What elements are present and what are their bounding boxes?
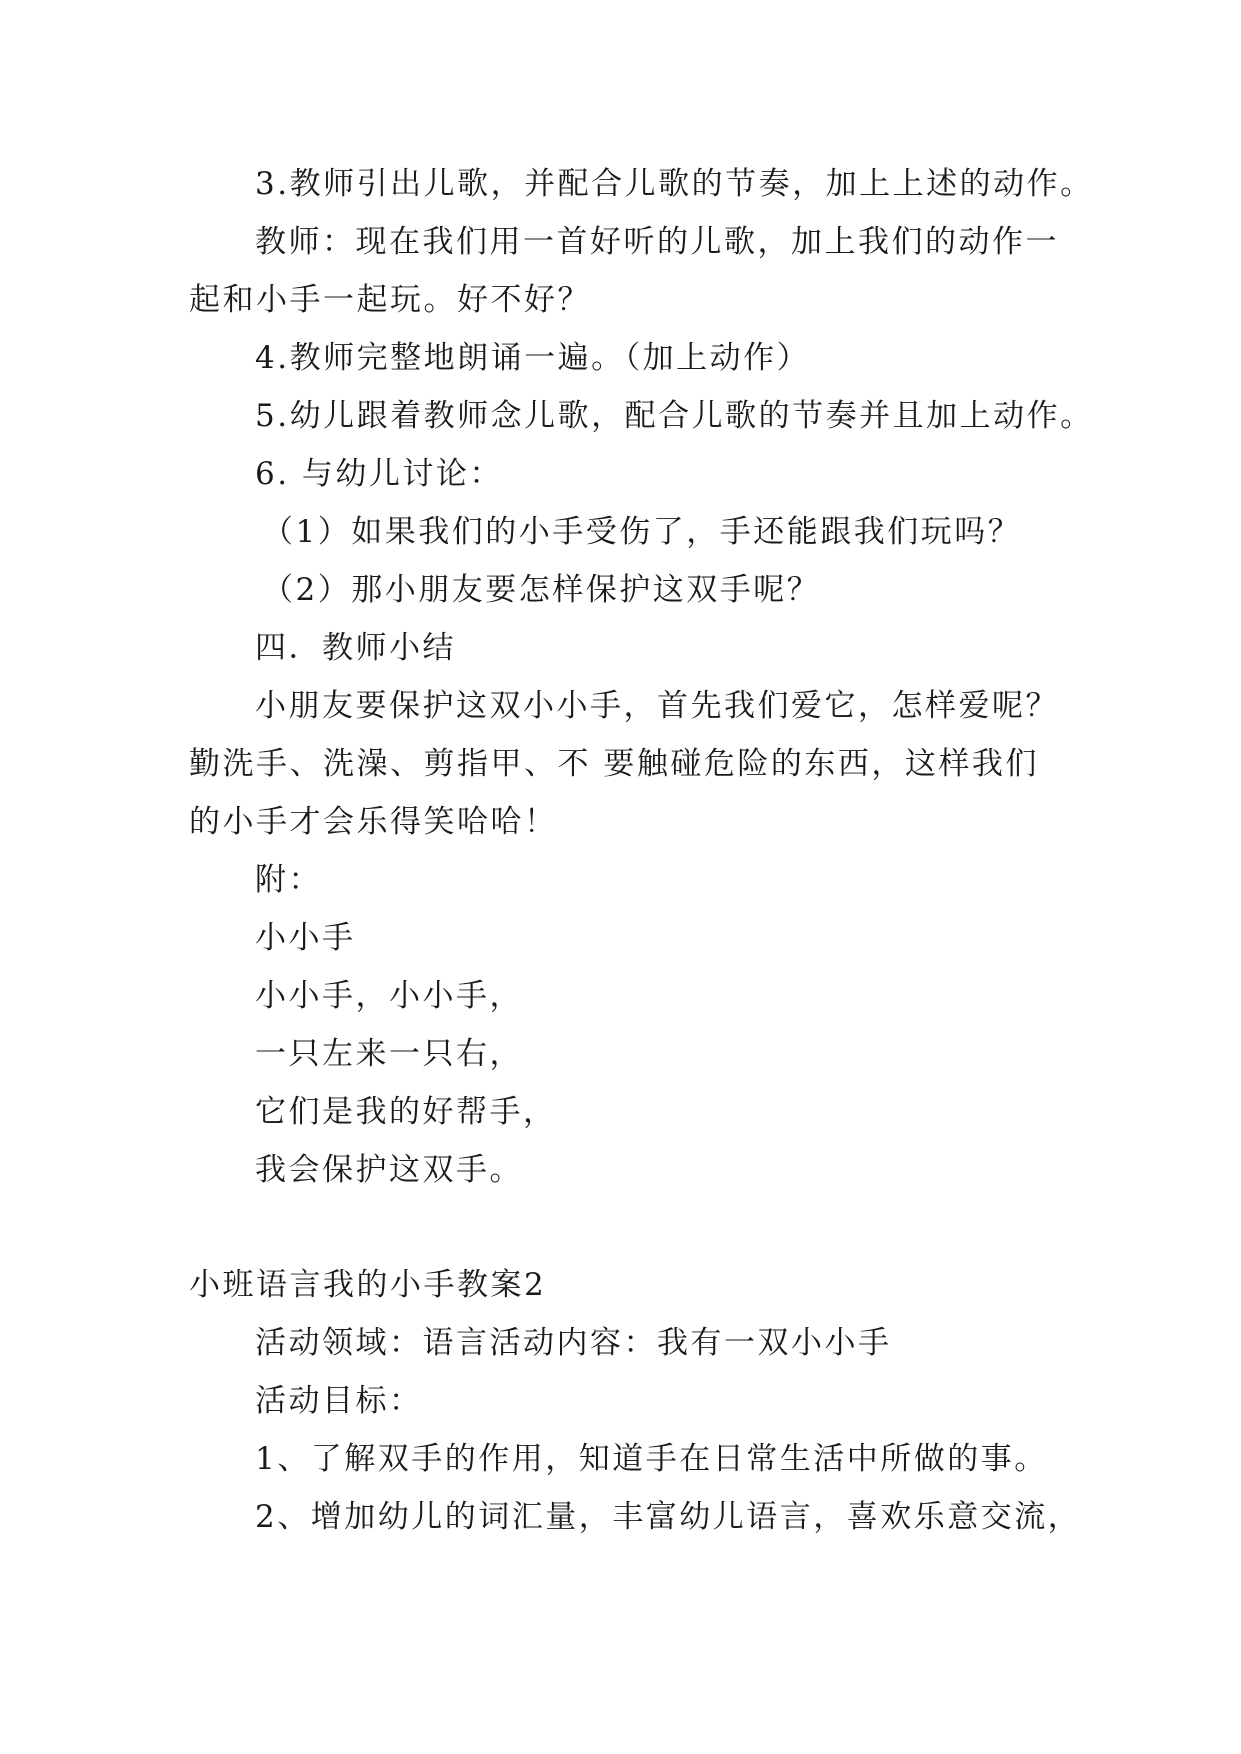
paragraph-line: 5.幼儿跟着教师念儿歌，配合儿歌的节奏并且加上动作。: [255, 398, 1094, 434]
paragraph-line: 小朋友要保护这双小小手，首先我们爱它，怎样爱呢？: [255, 688, 1059, 724]
paragraph-line: 6. 与幼儿讨论：: [255, 456, 503, 492]
section-title: 小班语言我的小手教案2: [189, 1267, 547, 1303]
paragraph-line: 活动领域：语言活动内容：我有一双小小手: [255, 1325, 892, 1361]
paragraph-line: 2、增加幼儿的词汇量，丰富幼儿语言，喜欢乐意交流，: [255, 1499, 1082, 1535]
section-heading: 四．教师小结: [255, 630, 456, 666]
poem-line: 小小手，小小手，: [255, 978, 523, 1014]
paragraph-line: 附：: [255, 862, 322, 898]
poem-title: 小小手: [255, 920, 356, 956]
paragraph-line: 起和小手一起玩。好不好？: [189, 282, 591, 318]
poem-line: 我会保护这双手。: [255, 1152, 523, 1188]
paragraph-line: （1）如果我们的小手受伤了，手还能跟我们玩吗？: [262, 514, 1022, 550]
paragraph-line: 勤洗手、洗澡、剪指甲、不 要触碰危险的东西，这样我们: [189, 746, 1039, 782]
paragraph-line: 活动目标：: [255, 1383, 423, 1419]
paragraph-line: （2）那小朋友要怎样保护这双手呢？: [262, 572, 821, 608]
poem-line: 一只左来一只右，: [255, 1036, 523, 1072]
poem-line: 它们是我的好帮手，: [255, 1094, 557, 1130]
paragraph-line: 的小手才会乐得笑哈哈！: [189, 804, 558, 840]
paragraph-line: 教师：现在我们用一首好听的儿歌，加上我们的动作一: [255, 224, 1059, 260]
paragraph-line: 3.教师引出儿歌，并配合儿歌的节奏，加上上述的动作。: [255, 166, 1094, 202]
paragraph-line: 4.教师完整地朗诵一遍。（加上动作）: [255, 340, 811, 376]
paragraph-line: 1、了解双手的作用，知道手在日常生活中所做的事。: [255, 1441, 1048, 1477]
